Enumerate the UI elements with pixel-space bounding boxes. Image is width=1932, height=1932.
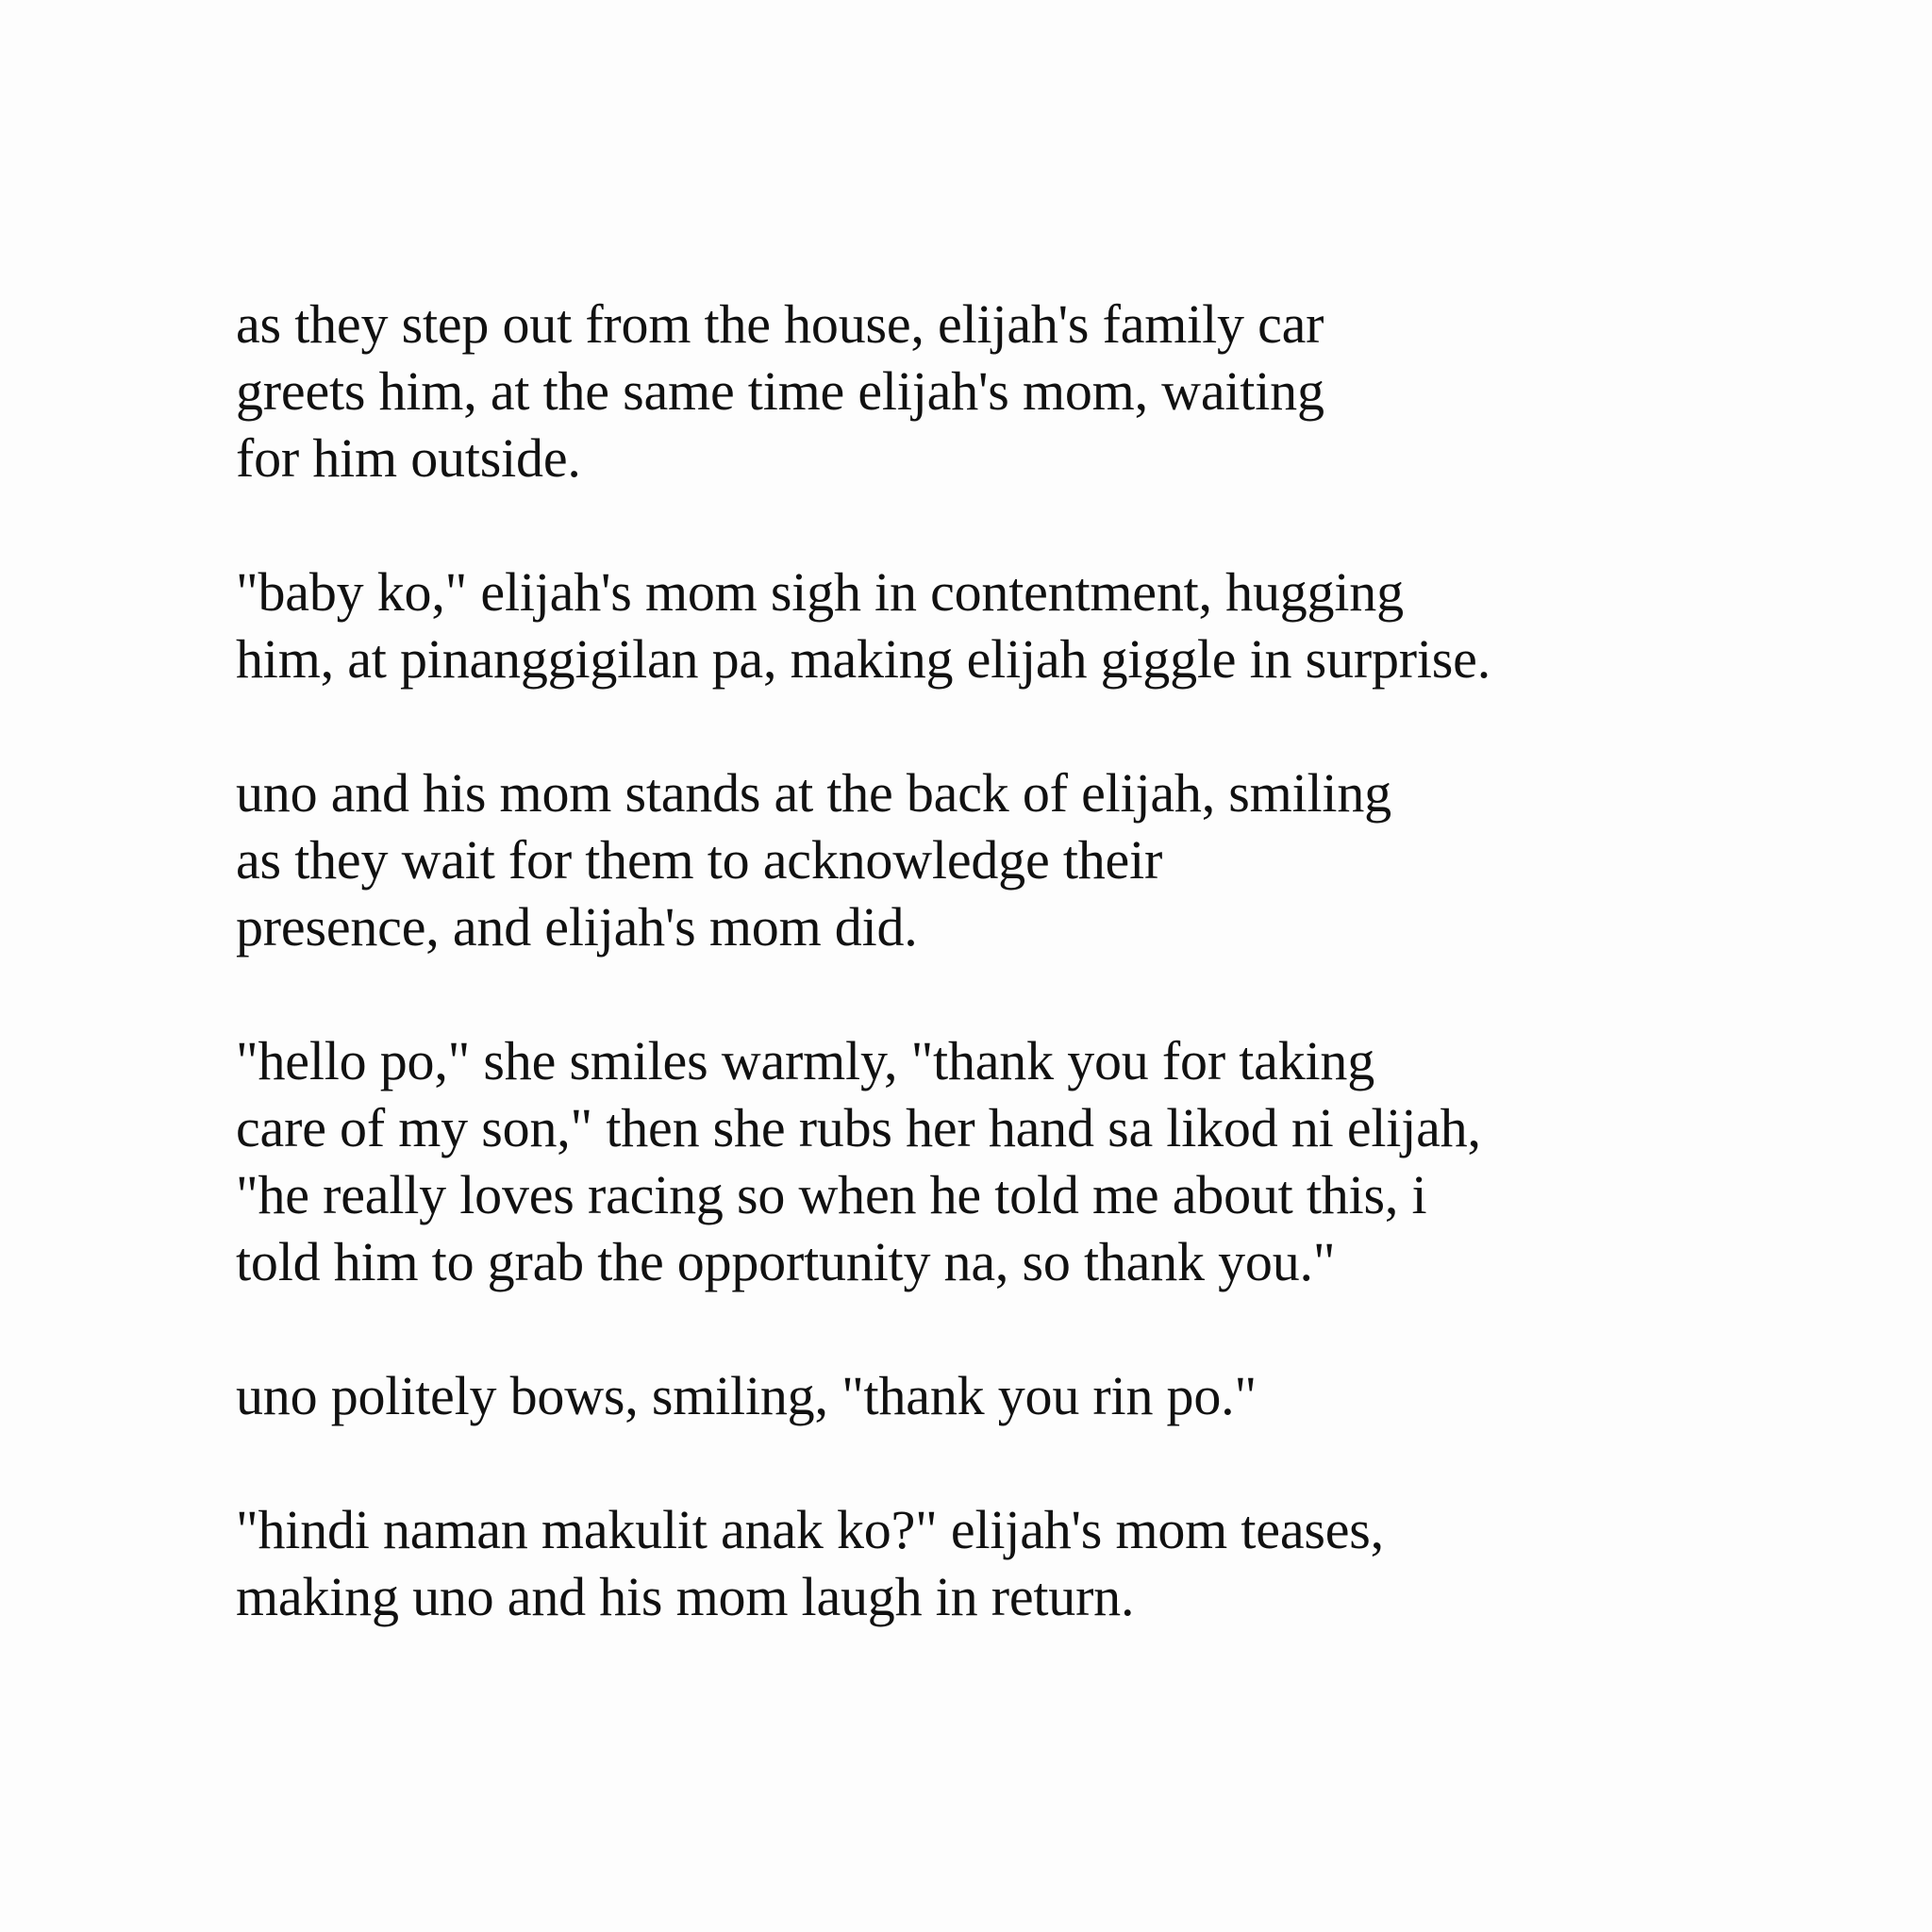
text-line: told him to grab the opportunity na, so thank you." xyxy=(236,1231,1336,1292)
paragraph-6 xyxy=(236,1496,1745,1630)
paragraph-4 xyxy=(236,1027,1745,1295)
text-line: uno politely bows, smiling, "thank you rin po." xyxy=(236,1365,1257,1426)
paragraph-5 xyxy=(236,1362,1745,1429)
text-line: care of my son," then she rubs her hand sa likod ni elijah, xyxy=(236,1097,1481,1158)
paragraph-3 xyxy=(236,759,1745,960)
story-text xyxy=(236,291,1745,1630)
text-line: him, at pinanggigilan pa, making elijah giggle in surprise. xyxy=(236,628,1491,690)
text-line: "he really loves racing so when he told me about this, i xyxy=(236,1164,1427,1225)
text-line: making uno and his mom laugh in return. xyxy=(236,1566,1135,1627)
paragraph-2 xyxy=(236,558,1745,692)
text-line: greets him, at the same time elijah's mom, waiting xyxy=(236,360,1324,422)
text-line: uno and his mom stands at the back of elijah, smiling xyxy=(236,762,1391,824)
text-line: as they wait for them to acknowledge their xyxy=(236,829,1163,891)
text-line: presence, and elijah's mom did. xyxy=(236,896,918,958)
text-line: as they step out from the house, elijah's family car xyxy=(236,293,1324,355)
text-line: for him outside. xyxy=(236,427,581,489)
text-line: "baby ko," elijah's mom sigh in contentment, hugging xyxy=(236,561,1404,623)
text-line: "hello po," she smiles warmly, "thank you for taking xyxy=(236,1030,1375,1091)
paragraph-1 xyxy=(236,291,1745,491)
text-line: "hindi naman makulit anak ko?" elijah's mom teases, xyxy=(236,1499,1384,1560)
